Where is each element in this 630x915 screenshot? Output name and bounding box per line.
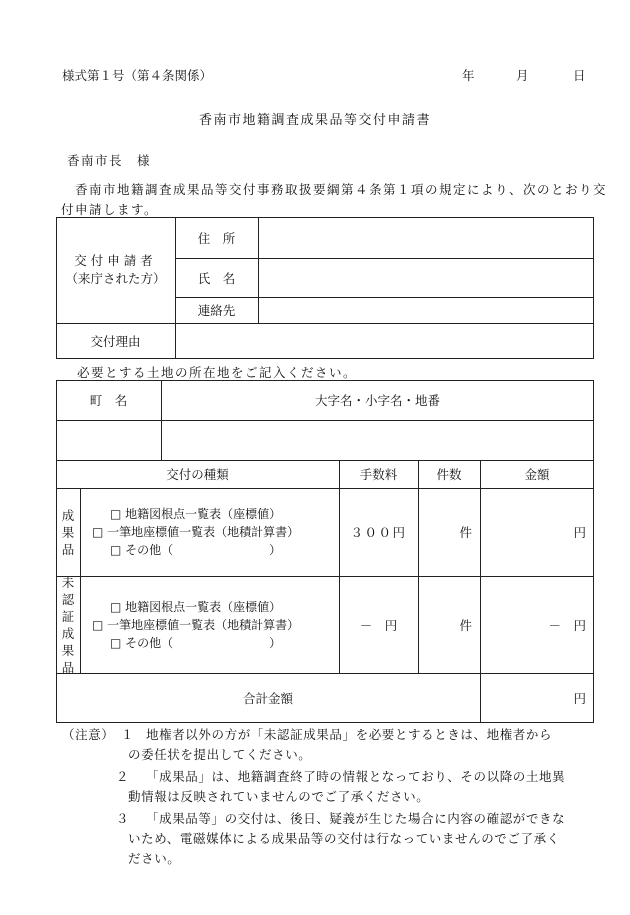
note-1-line1: 地権者以外の方が「未認証成果品」を必要とするときは、地権者から (146, 727, 553, 742)
applicant-label (56, 217, 175, 323)
detail-field[interactable] (166, 420, 590, 460)
address-label: 住 所 (197, 230, 236, 246)
checkbox-uncertified-ground-points[interactable]: □ 地籍図根点一覧表（座標値） (110, 599, 282, 614)
checkbox-certified-other[interactable]: □ その他（ ） (110, 543, 282, 557)
checkbox-uncertified-other[interactable]: □ その他（ ） (110, 635, 282, 650)
checkbox-uncertified-coordinates[interactable]: □ 一筆地座標値一覧表（地積計算書） (92, 617, 300, 632)
note-1-number: １ (121, 727, 135, 742)
reason-label: 交付理由 (90, 334, 141, 349)
notes-prefix: （注意） (62, 727, 115, 742)
count-header: 件数 (436, 467, 462, 482)
note-3-number: ３ (116, 811, 130, 826)
date-day-label: 日 (573, 68, 586, 83)
town-header: 町 名 (89, 393, 128, 408)
town-field[interactable] (62, 420, 157, 460)
certified-amount-unit[interactable]: 円 (573, 525, 586, 540)
uncertified-fee: － 円 (359, 617, 398, 633)
certified-fee: ３００円 (350, 525, 407, 540)
name-field[interactable] (262, 258, 590, 297)
total-label: 合計金額 (242, 691, 293, 706)
uncertified-amount: － 円 (548, 617, 586, 633)
date-year-label: 年 (462, 68, 475, 83)
intro-line-2: 付申請します。 (61, 202, 159, 217)
note-3-line3: ださい。 (128, 851, 181, 866)
certified-count-unit[interactable]: 件 (459, 525, 472, 540)
applicant-label-line2: （来庁された方） (65, 271, 166, 286)
note-2-line1: 「成果品」は、地籍調査終了時の情報となっており、その以降の土地異 (146, 769, 566, 784)
detail-header: 大字名・小字名・地番 (314, 393, 440, 408)
form-number: 様式第１号（第４条関係） (62, 68, 213, 83)
note-3-line1: 「成果品等」の交付は、後日、疑義が生じた場合に内容の確認ができな (146, 811, 566, 826)
note-1-line2: の委任状を提出してください。 (128, 747, 312, 762)
note-2-line2: 動情報は反映されていませんのでご了承ください。 (128, 789, 430, 804)
uncertified-count-unit[interactable]: 件 (459, 617, 472, 633)
intro-line-1: 香南市地籍調査成果品等交付事務取扱要綱第４条第１項の規定により、次のとおり交 (75, 182, 608, 197)
address-field[interactable] (262, 217, 590, 258)
contact-label: 連絡先 (197, 303, 236, 318)
uncertified-label: 未 認 証 成 果 品 (61, 574, 75, 675)
type-header: 交付の種類 (166, 467, 229, 482)
certified-label: 成 果 品 (61, 507, 75, 557)
note-2-number: ２ (116, 769, 130, 784)
uncertified-items (92, 576, 337, 673)
location-prompt: 必要とする土地の所在地をご記入ください。 (77, 365, 358, 380)
applicant-label-line1: 交付申請者 (74, 253, 157, 268)
addressee: 香南市長 様 (67, 153, 152, 168)
fee-header: 手数料 (359, 467, 398, 482)
checkbox-certified-ground-points[interactable]: □ 地籍図根点一覧表（座標値） (110, 507, 282, 521)
date-month-label: 月 (516, 68, 529, 83)
checkbox-certified-coordinates[interactable]: □ 一筆地座標値一覧表（地積計算書） (92, 525, 300, 539)
document-title: 香南市地籍調査成果品等交付申請書 (198, 113, 431, 128)
contact-field[interactable] (262, 297, 590, 323)
name-label: 氏 名 (197, 270, 236, 286)
note-3-line2: いため、電磁媒体による成果品等の交付は行なっていませんのでご了承く (128, 831, 560, 846)
total-amount-unit[interactable]: 円 (573, 691, 586, 706)
amount-header: 金額 (524, 467, 550, 482)
certified-items (92, 488, 337, 576)
reason-field[interactable] (180, 323, 590, 359)
